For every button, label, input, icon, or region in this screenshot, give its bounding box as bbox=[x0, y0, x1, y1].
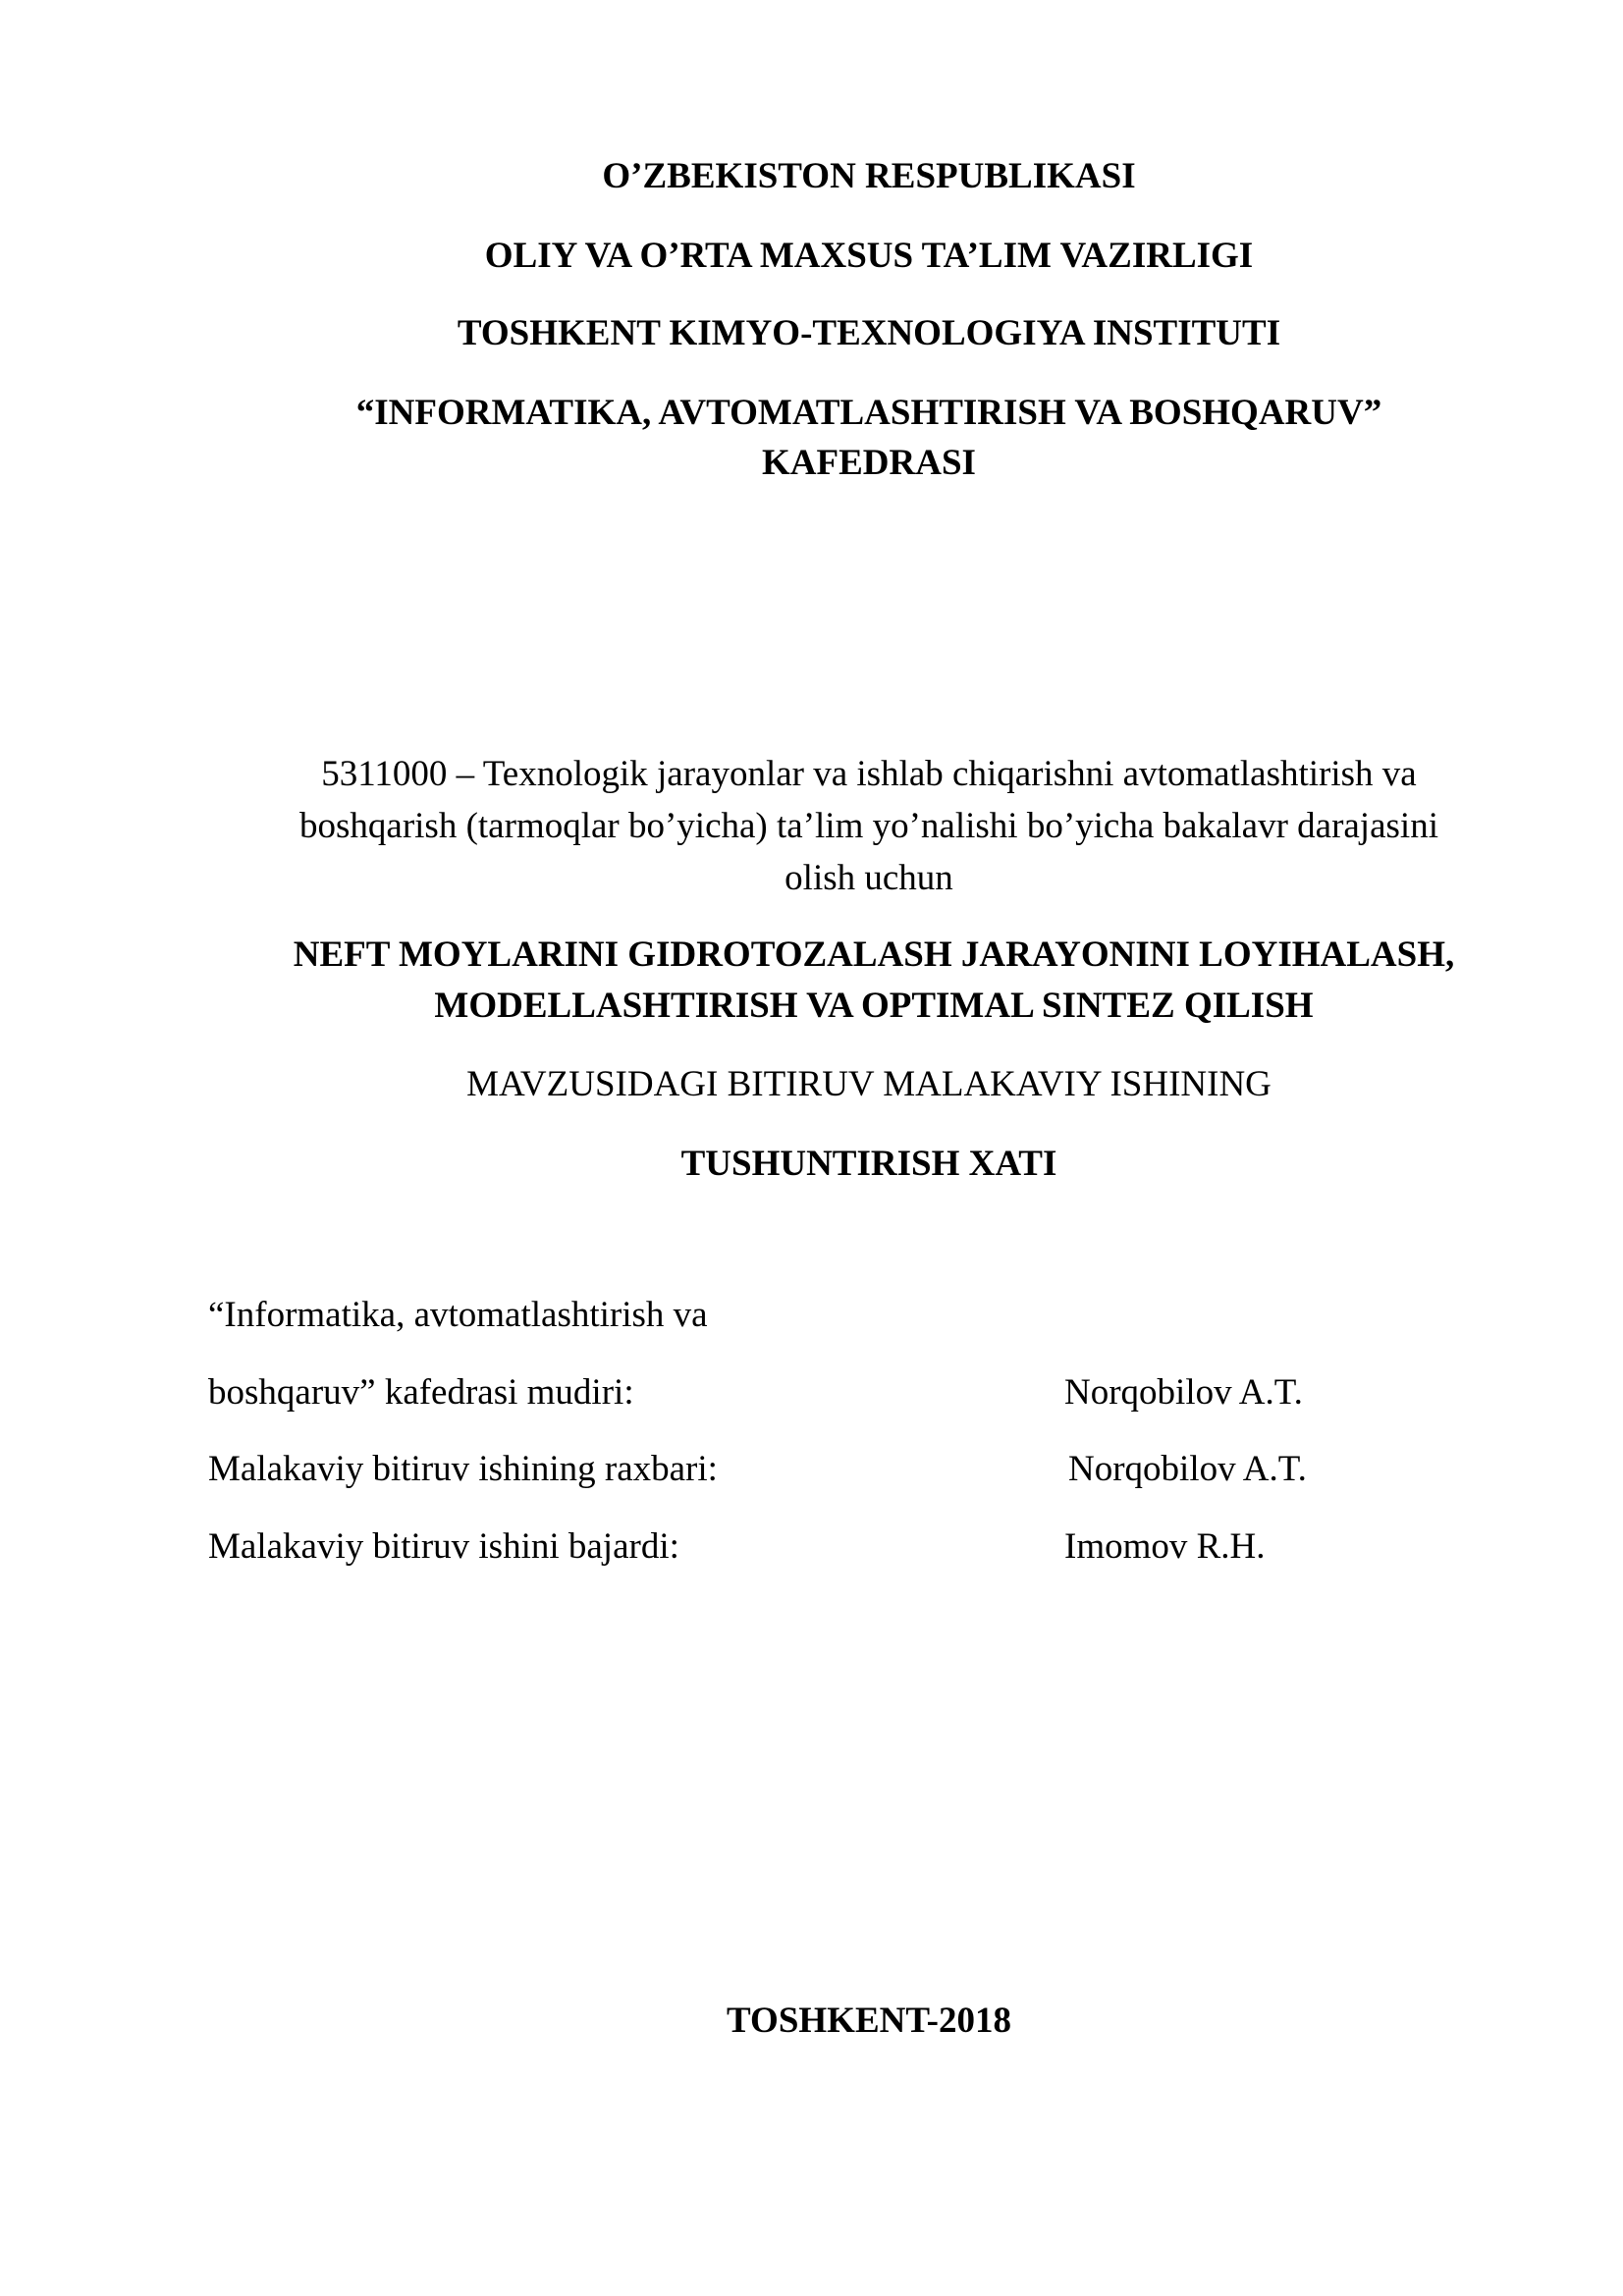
signature-role: “Informatika, avtomatlashtirish va bbox=[208, 1295, 708, 1335]
signature-row bbox=[208, 1444, 1386, 1495]
signature-role: Malakaviy bitiruv ishining raxbari: bbox=[208, 1449, 718, 1489]
signature-name: Imomov R.H. bbox=[1064, 1526, 1266, 1567]
thesis-topic bbox=[196, 930, 1551, 1032]
degree-description-line: olish uchun bbox=[784, 858, 953, 898]
city-year: TOSHKENT-2018 bbox=[727, 2001, 1011, 2041]
signature-row bbox=[208, 1522, 1386, 1573]
department-heading-suffix: KAFEDRASI bbox=[762, 443, 976, 483]
thesis-subtitle: MAVZUSIDAGI BITIRUV MALAKAVIY ISHINING bbox=[466, 1064, 1271, 1104]
signature-name: Norqobilov A.T. bbox=[1068, 1449, 1307, 1489]
degree-description-line: 5311000 – Texnologik jarayonlar va ishlab chiqarishni avtomatlashtirish va bbox=[321, 754, 1417, 794]
signature-name: Norqobilov A.T. bbox=[1064, 1372, 1303, 1413]
country-heading: O’ZBEKISTON RESPUBLIKASI bbox=[602, 156, 1136, 196]
signature-row bbox=[208, 1367, 1386, 1418]
degree-description bbox=[255, 748, 1483, 904]
degree-description-line: boshqarish (tarmoqlar bo’yicha) ta’lim yo’nalishi bo’yicha bakalavr darajasini bbox=[299, 806, 1438, 846]
institute-heading: TOSHKENT KIMYO-TEXNOLOGIYA INSTITUTI bbox=[457, 313, 1281, 353]
department-heading: “INFORMATIKA, AVTOMATLASHTIRISH VA BOSHQARUV” bbox=[355, 393, 1382, 433]
document-type: TUSHUNTIRISH XATI bbox=[680, 1144, 1057, 1184]
signature-role: boshqaruv” kafedrasi mudiri: bbox=[208, 1372, 634, 1413]
signature-role: Malakaviy bitiruv ishini bajardi: bbox=[208, 1526, 679, 1567]
signature-row bbox=[208, 1290, 1386, 1341]
ministry-heading: OLIY VA O’RTA MAXSUS TA’LIM VAZIRLIGI bbox=[484, 236, 1254, 276]
thesis-topic-line: MODELLASHTIRISH VA OPTIMAL SINTEZ QILISH bbox=[434, 986, 1314, 1026]
thesis-topic-line: NEFT MOYLARINI GIDROTOZALASH JARAYONINI LOYIHALASH, bbox=[293, 934, 1455, 975]
